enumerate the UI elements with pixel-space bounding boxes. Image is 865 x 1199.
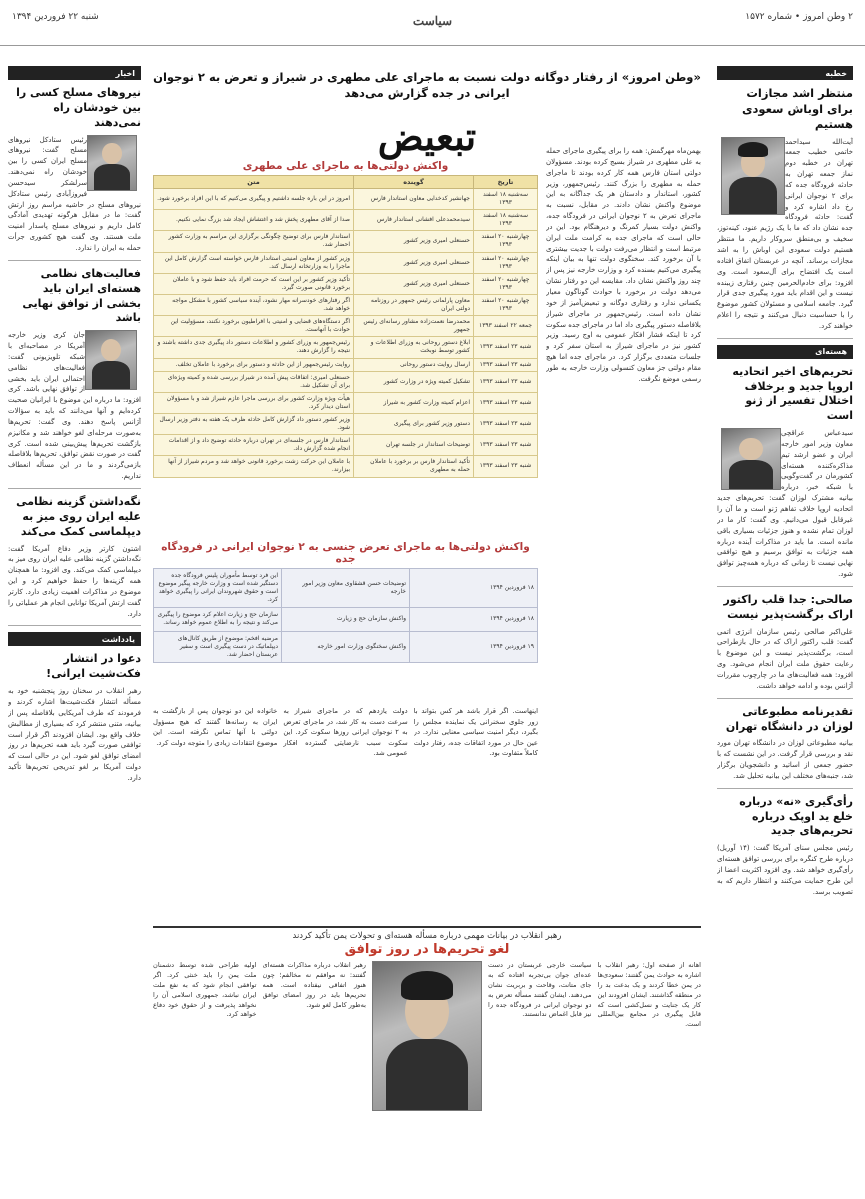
cell-speaker: واکنش سخنگوی وزارت امور خارجه bbox=[282, 631, 410, 662]
news2-headline[interactable]: فعالیت‌های نظامی هسته‌ای ایران باید بخشی از توافق نهایی باشد bbox=[22, 266, 141, 325]
table-row bbox=[154, 316, 538, 337]
cell-date: ۱۹ فروردین ۱۳۹۴ bbox=[410, 631, 538, 662]
table-row bbox=[154, 273, 538, 294]
column-divider bbox=[8, 625, 141, 626]
mottahari-reactions-table bbox=[153, 158, 538, 478]
section-tag-label: یادداشت bbox=[101, 634, 135, 644]
news3-body: اشتون کارتر وزیر دفاع آمریکا گفت: نگه‌داشتن گزینه نظامی علیه ایران روی میز به دیپلماسی کمک می‌کند. وی افزود: ما همچنان همه گزینه‌ها را حفظ خواهیم کرد و این موضوع در مذاکرات اهمیت زیادی دارد. کارتر گفت ارتش آمریکا توانایی انجام هر عملیاتی را دارد. bbox=[8, 544, 141, 618]
column-divider bbox=[717, 586, 853, 587]
table-row bbox=[154, 231, 538, 252]
table-row bbox=[154, 631, 538, 662]
cell-text: وزیر کشور از معاون امنیتی استاندار فارس خواسته است گزارش کامل این ماجرا را به وزارتخانه ارسال کند. bbox=[154, 252, 354, 273]
column-divider bbox=[8, 260, 141, 261]
cell-date: شنبه ۲۳ اسفند ۱۳۹۳ bbox=[474, 337, 538, 358]
cell-date: ۱۸ فروردین ۱۳۹۴ bbox=[410, 569, 538, 608]
cell-speaker: محمدرضا نعمت‌زاده مشاور رسانه‌ای رئیس جمهور bbox=[354, 316, 474, 337]
cell-speaker: حسنعلی امیری وزیر کشور bbox=[354, 273, 474, 294]
cell-date: چهارشنبه ۲۰ اسفند ۱۳۹۳ bbox=[474, 273, 538, 294]
cell-text: حسنعلی امیری: اتفاقات پیش آمده در شیراز بررسی شده و کمیته ویژه‌ای برای آن تشکیل شد. bbox=[154, 371, 354, 392]
story-supertitle: «وطن امروز» از رفتار دوگانه دولت نسبت به ماجرای علی مطهری در شیراز و تعرض به ۲ نوجوان ایرانی در جده گزارش می‌دهد bbox=[153, 70, 701, 101]
cell-text: استاندار فارس برای توضیح چگونگی برگزاری این مراسم به وزارت کشور احضار شد. bbox=[154, 231, 354, 252]
vote-headline[interactable]: رأی‌گیری «نه» درباره خلع ید اوپک درباره تحریم‌های جدید bbox=[739, 794, 853, 838]
cell-speaker: ارسال روایت دستور روحانی bbox=[354, 358, 474, 371]
feature-kicker: رهبر انقلاب در بیانات مهمی درباره مسأله هسته‌ای و تحولات یمن تأکید کردند bbox=[292, 931, 562, 941]
cell-text: با عاملان این حرکت زشت برخورد قانونی خواهد شد و مردم شیراز از آنها بیزارند. bbox=[154, 456, 354, 477]
continuation-col: دولت یازدهم که در ماجرای شیراز به سرعت دست به کار شد، در ماجرای تعرض به ۲ نوجوان ایرانی روزها سکوت کرد. این سکوت سبب نارضایتی گسترده افکار عمومی شد. bbox=[283, 707, 408, 758]
sanctions-body: سیدعباس عراقچی معاون وزیر امور خارجه ایران و عضو ارشد تیم مذاکره‌کننده هسته‌ای کشورمان در گفت‌وگویی با شبکه خبر، درباره بیانیه مشترک لوزان گفت: تحریم‌های جدید اتحادیه اروپا خلاف تفاهم ژنو است و ما آن را غیرقابل قبول می‌دانیم. وی گفت: کار ما در لوزان تمام نشده و هنوز جزئیات بسیاری باقی مانده است. ما باید در مذاکرات آینده درباره همه جزئیات به توافق برسیم و هیچ توافقی نهایی نیست تا زمانی که درباره همه‌چیز توافق شود. bbox=[717, 429, 853, 579]
section-tag-news bbox=[8, 66, 141, 80]
cell-speaker: جهانشیر کدخدایی معاون استاندار فارس bbox=[354, 189, 474, 210]
section-tag-sermon bbox=[717, 66, 853, 80]
table-header-date: تاریخ bbox=[474, 176, 538, 189]
cell-text: اگر دستگاه‌های قضایی و امنیتی با افراطیون برخورد نکنند، مسؤولیت این حوادث با آنهاست. bbox=[154, 316, 354, 337]
table-row bbox=[154, 569, 538, 608]
feature-headline[interactable]: لغو تحریم‌ها در روز توافق bbox=[344, 942, 510, 957]
column-divider bbox=[717, 788, 853, 789]
cell-date: سه‌شنبه ۱۸ اسفند ۱۳۹۳ bbox=[474, 189, 538, 210]
story-headline[interactable]: تبعیض bbox=[377, 114, 477, 160]
sermon-headline[interactable]: منتظر اشد مجازات برای اوباش سعودی هستیم bbox=[741, 86, 853, 132]
table-header-text: متن bbox=[154, 176, 354, 189]
section-tag-label: هسته‌ای bbox=[815, 347, 847, 357]
table-row bbox=[154, 608, 538, 631]
news2-body: جان کری وزیر خارجه آمریکا در مصاحبه‌ای با شبکه تلویزیونی گفت: فعالیت‌های نظامی احتمالی ایران باید بخشی از توافق نهایی باشد. کری افزود: ما درباره این موضوع با ایرانیان صحبت کرده‌ایم و آنها می‌دانند که باید به سؤالات آژانس پاسخ دهند. وی گفت: تحریم‌ها به‌صورت مرحله‌ای لغو خواهند شد و مکانیزم بازگشت تحریم‌ها پیش‌بینی شده است. کری گفت در صورت نقض توافق، تحریم‌ها بلافاصله بازمی‌گردند و ما در این مسأله انعطاف نداریم. bbox=[8, 331, 141, 481]
cell-speaker: توضیحات حسن قشقاوی معاون وزیر امور خارجه bbox=[282, 569, 410, 608]
cell-speaker: حسنعلی امیری وزیر کشور bbox=[354, 252, 474, 273]
cell-speaker: توضیحات استاندار در جلسه تهران bbox=[354, 435, 474, 456]
cell-date: چهارشنبه ۲۰ اسفند ۱۳۹۳ bbox=[474, 252, 538, 273]
cell-speaker: اعزام کمیته وزارت کشور به شیراز bbox=[354, 392, 474, 413]
masthead-brand: ۲ وطن امروز • شماره ۱۵۷۲ bbox=[745, 12, 853, 22]
cell-text: امروز در این باره جلسه داشتیم و پیگیری می‌کنیم که با این افراد برخورد شود. bbox=[154, 189, 354, 210]
cell-date: ۱۸ فروردین ۱۳۹۴ bbox=[410, 608, 538, 631]
cell-speaker: ابلاغ دستور روحانی به وزرای اطلاعات و کشور توسط نوبخت bbox=[354, 337, 474, 358]
table-row bbox=[154, 252, 538, 273]
table-row bbox=[154, 456, 538, 477]
table-row bbox=[154, 392, 538, 413]
cell-speaker: حسنعلی امیری وزیر کشور bbox=[354, 231, 474, 252]
cell-speaker: واکنش سازمان حج و زیارت bbox=[282, 608, 410, 631]
leader-feature bbox=[153, 926, 701, 1166]
cell-text: تأکید وزیر کشور بر این است که حرمت افراد باید حفظ شود و با عاملان برخورد قانونی صورت گیرد. bbox=[154, 273, 354, 294]
table-row bbox=[154, 294, 538, 315]
issue-date: شنبه ۲۲ فروردین ۱۳۹۴ bbox=[12, 12, 99, 22]
cell-date: شنبه ۲۳ اسفند ۱۳۹۳ bbox=[474, 413, 538, 434]
cell-date: چهارشنبه ۲۰ اسفند ۱۳۹۳ bbox=[474, 231, 538, 252]
table-header-speaker: گوینده bbox=[354, 176, 474, 189]
official-portrait bbox=[721, 428, 781, 490]
table-row bbox=[154, 435, 538, 456]
tehran-headline[interactable]: تقدیرنامه مطبوعاتی لوزان در دانشگاه تهران bbox=[725, 704, 853, 733]
table-row bbox=[154, 358, 538, 371]
cell-speaker: دستور وزیر کشور برای پیگیری bbox=[354, 413, 474, 434]
table-row bbox=[154, 189, 538, 210]
news1-headline[interactable]: نیروهای مسلح کسی را بین خودشان راه نمی‌دهند bbox=[16, 86, 141, 129]
cell-date: سه‌شنبه ۱۸ اسفند ۱۳۹۳ bbox=[474, 210, 538, 231]
jeddah-reactions-table bbox=[153, 538, 538, 663]
column-divider bbox=[717, 698, 853, 699]
section-title: سیاست bbox=[412, 14, 453, 28]
reactions-table-2 bbox=[153, 568, 538, 663]
cell-text: مرضیه افخم: موضوع از طریق کانال‌های دیپلماتیک در دست پیگیری است و سفیر عربستان احضار شد. bbox=[154, 631, 282, 662]
column-divider bbox=[717, 338, 853, 339]
cell-text: این فرد توسط مأموران پلیس فرودگاه جده دستگیر شده است و وزارت خارجه پیگیر موضوع است و حقوق شهروندان ایرانی را پیگیری خواهد کرد. bbox=[154, 569, 282, 608]
table-row bbox=[154, 210, 538, 231]
section-tag-label: خطبه bbox=[825, 68, 847, 78]
story-continuation bbox=[153, 706, 538, 896]
section-tag-nuclear bbox=[717, 345, 853, 359]
cell-text: روایت رئیس‌جمهور از این حادثه و دستور برای برخورد با عاملان تخلف. bbox=[154, 358, 354, 371]
feature-columns bbox=[153, 961, 701, 1161]
lead-column bbox=[546, 146, 701, 846]
feature-col: سیاست خارجی عربستان در دست عده‌ای جوان بی‌تجربه افتاده که به جای متانت، وقاحت و بربریت نشان می‌دهند. ایشان گفتند مسأله تعرض به دو نوجوان ایرانی در فرودگاه جده را نیز قابل اغماض ندانستند. bbox=[488, 961, 592, 1019]
cell-date: جمعه ۲۲ اسفند ۱۳۹۳ bbox=[474, 316, 538, 337]
cell-date: شنبه ۲۳ اسفند ۱۳۹۳ bbox=[474, 435, 538, 456]
cell-speaker: تأکید استاندار فارس بر برخورد با عاملان حمله به مطهری bbox=[354, 456, 474, 477]
tehran-body: بیانیه مطبوعاتی لوزان در دانشگاه تهران مورد نقد و بررسی قرار گرفت. در این نشست که با حضور جمعی از اساتید و دانشجویان برگزار شد، جنبه‌های مختلف این بیانیه تحلیل شد. bbox=[717, 739, 853, 780]
cell-text: اگر رفتارهای خودسرانه مهار نشود، آینده سیاسی کشور با مشکل مواجه خواهد شد. bbox=[154, 294, 354, 315]
note-body: رهبر انقلاب در سخنان روز پنجشنبه خود به مسأله انتشار فکت‌شیت‌ها اشاره کردند و فرمودند که طرف آمریکایی بلافاصله پس از بیانیه، متنی منتشر کرد که بسیاری از مطالبش خلاف واقع بود. ایشان افزودند اگر قرار است توافقی صورت گیرد باید همه تحریم‌ها در روز امضای توافق لغو شود. این در حالی است که دولت آمریکا بر لغو تدریجی تحریم‌ها تأکید دارد. bbox=[8, 687, 141, 782]
lead-body: بهمن‌ماه مهرگمش: همه را برای پیگیری ماجرای حمله به علی مطهری در شیراز بسیج کرده بودند. مسؤولان دولتی استان فارس همه کار کرده بودند تا ماجرای حمله به مطهری را بزرگ کنند. رئیس‌جمهور، وزیر کشور، استاندار و دادستان هر یک جداگانه به این موضوع واکنش نشان دادند. در مقابل، نسبت به ماجرای تعرض به ۲ نوجوان ایرانی در فرودگاه جده، واکنش دولت بسیار کمرنگ و دیرهنگام بود. این در حالی است که ماجرای جده به کرامت ملت ایران مرتبط است و انتظار می‌رفت دولت با جدیت بیشتری با آن برخورد کند. سخنگوی دولت تنها به بیان اینکه پیگیری می‌کنیم بسنده کرد و وزارت خارجه نیز پس از چند روز واکنش نشان داد. مقایسه این دو رفتار نشان می‌دهد دولت در برخورد با حوادث گوناگون معیار یکسانی ندارد و رفتاری دوگانه و تبعیض‌آمیز از خود نشان داده است. رئیس‌جمهور در ماجرای شیراز بلافاصله دستور پیگیری داد اما در ماجرای جده سکوت کرد تا اینکه فشار افکار عمومی به اوج رسید. وزیر کشور نیز در ماجرای شیراز به استان سفر کرد و جلسات متعددی برگزار کرد. در ماجرای جده اما هیچ مقام دولتی جز معاون کنسولی وزارت خارجه به طور رسمی موضع نگرفت. bbox=[546, 147, 701, 383]
right-column bbox=[717, 66, 853, 1186]
vote-body: رئیس مجلس سنای آمریکا گفت: (۱۴ آوریل) درباره طرح کنگره برای بررسی توافق هسته‌ای رأی‌گیری خواهد شد. وی افزود اکثریت اعضا از این طرح حمایت می‌کنند و انتظار داریم که به تصویب برسد. bbox=[717, 844, 853, 896]
news3-headline[interactable]: نگه‌داشتن گزینه نظامی علیه ایران روی میز به دیپلماسی کمک می‌کند bbox=[16, 495, 141, 538]
salehi-headline[interactable]: صالحی: جدا قلب راکتور اراک برگشت‌پذیر نیست bbox=[723, 592, 853, 621]
table2-title: واکنش دولتی‌ها به ماجرای تعرض جنسی به ۲ نوجوان ایرانی در فرودگاه جده bbox=[161, 541, 530, 565]
salehi-body: علی‌اکبر صالحی رئیس سازمان انرژی اتمی گفت: قلب راکتور اراک که در حال بازطراحی است، برگشت‌پذیر نیست و این موضوع با رعایت حقوق ملت ایران انجام می‌شود. وی افزود: همه فعالیت‌های ما در چارچوب مقررات آژانس بوده و ادامه خواهد داشت. bbox=[717, 627, 853, 690]
commander-portrait bbox=[87, 135, 137, 191]
cell-date: شنبه ۲۳ اسفند ۱۳۹۳ bbox=[474, 456, 538, 477]
continuation-col: خانواده این دو نوجوان پس از بازگشت به ایران به رسانه‌ها گفتند که هیچ مسؤول دولتی با آنها تماس نگرفته است. این موضوع انتقادات زیادی را متوجه دولت کرد. bbox=[153, 707, 278, 747]
table-row bbox=[154, 337, 538, 358]
cell-date: شنبه ۲۳ اسفند ۱۳۹۳ bbox=[474, 392, 538, 413]
feature-col: رهبر انقلاب درباره مذاکرات هسته‌ای گفتند: نه موافقم نه مخالفم؛ چون هنوز اتفاقی نیفتاده است. همه تحریم‌ها باید در روز امضای توافق به‌طور کامل لغو شود. bbox=[262, 961, 366, 1009]
cell-text: هیأت ویژه وزارت کشور برای بررسی ماجرا عازم شیراز شد و با مسؤولان استان دیدار کرد. bbox=[154, 392, 354, 413]
cell-text: سازمان حج و زیارت اعلام کرد موضوع را پیگیری می‌کند و نتیجه را به اطلاع عموم خواهد رساند. bbox=[154, 608, 282, 631]
cell-date: شنبه ۲۳ اسفند ۱۳۹۳ bbox=[474, 371, 538, 392]
left-column bbox=[8, 66, 141, 1186]
table-row bbox=[154, 413, 538, 434]
table1-title: واکنش دولتی‌ها به ماجرای علی مطهری bbox=[242, 160, 449, 172]
cell-text: صدا از آقای مطهری پخش شد و اغتشاش ایجاد شد بزرگ نمایی نکنیم. bbox=[154, 210, 354, 231]
feature-col: اولیه طراحی شده توسط دشمنان ملت یمن را باید خنثی کرد. اگر توافقی انجام شود که به نفع ملت ایران نباشد، جمهوری اسلامی آن را نخواهد پذیرفت و از حقوق خود دفاع خواهد کرد. bbox=[153, 961, 257, 1019]
kerry-portrait bbox=[85, 330, 137, 390]
page-header bbox=[0, 0, 865, 46]
reactions-table-1 bbox=[153, 175, 538, 478]
cell-speaker: معاون پارلمانی رئیس جمهور در روزنامه دولتی ایران bbox=[354, 294, 474, 315]
news1-body: رئیس ستادکل نیروهای مسلح گفت: نیروهای مسلح ایران کسی را بین خودشان راه نمی‌دهند. سرلشکر سیدحسن فیروزآبادی رئیس ستادکل نیروهای مسلح در حاشیه مراسم روز ارتش گفت: ما در مقابل هرگونه تهدیدی آمادگی کامل داریم و نیروهای مسلح پاسدار امنیت ملت هستند. وی گفت هیچ کشوری جرأت حمله به ایران را ندارد. bbox=[8, 135, 141, 252]
sanctions-headline[interactable]: تحریم‌های اخیر اتحادیه اروپا جدید و برخلاف اختلال تفسیر از ژنو است bbox=[732, 364, 853, 423]
table-row bbox=[154, 371, 538, 392]
section-tag-label: اخبار bbox=[115, 68, 135, 78]
cleric-portrait bbox=[721, 137, 785, 215]
cell-text: وزیر کشور دستور داد گزارش کامل حادثه ظرف یک هفته به دفتر وزیر ارسال شود. bbox=[154, 413, 354, 434]
cell-date: شنبه ۲۳ اسفند ۱۳۹۳ bbox=[474, 358, 538, 371]
sermon-body: آیت‌الله سیداحمد خاتمی خطیب جمعه تهران در خطبه دوم نماز جمعه تهران به حادثه فرودگاه جده که برای ۲ نوجوان ایرانی رخ داد اشاره کرد و گفت: حادثه فرودگاه جده نشان داد که ما با یک رژیم عنود، کینه‌توز، سخیف و بی‌منطق سروکار داریم. ما منتظر هستیم دولت سعودی این اوباش را به اشد مجازات برساند. آنچه در عربستان اتفاق افتاده است یک افتضاح برای آل‌سعود است. وی افزود: برای خادم‌الحرمین چنین رفتاری زیبنده نیست و این اقدام باید مورد پیگیری جدی قرار گیرد. جامعه اسلامی و مسئولان کشور موضوع را با حساسیت دنبال می‌کنند و نتیجه را اعلام خواهند کرد. bbox=[717, 137, 853, 330]
cell-date: چهارشنبه ۲۰ اسفند ۱۳۹۳ bbox=[474, 294, 538, 315]
section-tag-note bbox=[8, 632, 141, 646]
column-divider bbox=[8, 488, 141, 489]
note-headline[interactable]: دعوا در انتشار فکت‌شیت ایرانی! bbox=[46, 652, 141, 681]
cell-text: استاندار فارس در جلسه‌ای در تهران درباره حادثه توضیح داد و از اقدامات انجام شده گزارش داد. bbox=[154, 435, 354, 456]
cell-text: رئیس‌جمهور به وزرای کشور و اطلاعات دستور داد پیگیری جدی داشته باشند و نتیجه را گزارش دهند. bbox=[154, 337, 354, 358]
main-story bbox=[153, 66, 701, 1186]
feature-col: اهانه از صفحه اول: رهبر انقلاب با اشاره به حوادث یمن گفتند: سعودی‌ها در یمن خطا کردند و یک بدعت بد را در منطقه گذاشتند. ایشان افزودند این کار یک جنایت و نسل‌کشی است که قابل پیگیری در مجامع بین‌المللی است. bbox=[597, 961, 701, 1029]
leader-photo bbox=[372, 961, 482, 1111]
cell-speaker: تشکیل کمیته ویژه در وزارت کشور bbox=[354, 371, 474, 392]
continuation-col: اینهاست. اگر قرار باشد هر کس بتواند با زور جلوی سخنرانی یک نماینده مجلس را بگیرد، دیگر امنیت سیاسی معنایی ندارد. در عین حال در مورد اتفاقات جده، رفتار دولت کاملاً متفاوت بود. bbox=[413, 707, 538, 758]
cell-speaker: سیدمحمدعلی افشانی استاندار فارس bbox=[354, 210, 474, 231]
